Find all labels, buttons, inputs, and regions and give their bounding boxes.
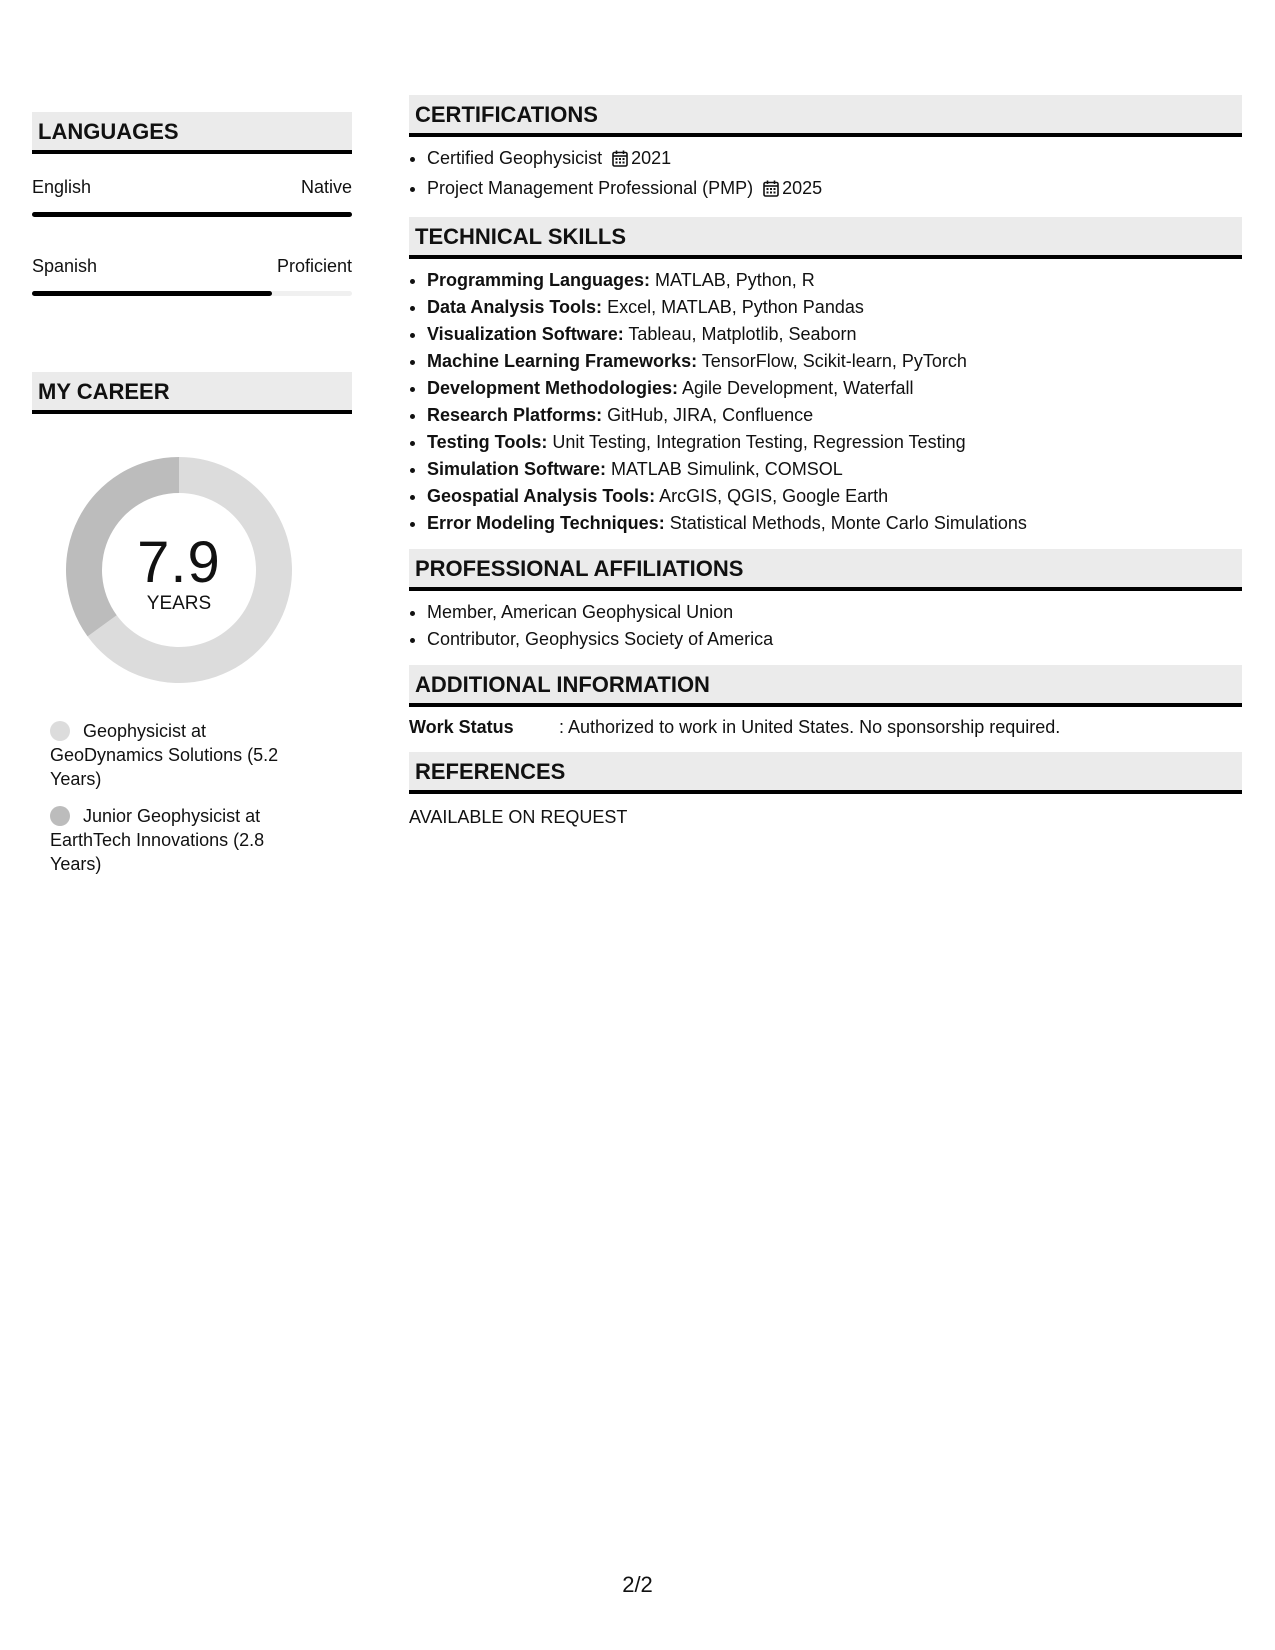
language-proficiency-bar [32,212,352,217]
skill-values: Excel, MATLAB, Python Pandas [607,297,864,317]
certification-year: 2025 [782,178,823,198]
career-donut-center [66,457,292,683]
career-legend-item [50,719,300,791]
certification-name: Project Management Professional (PMP) [427,178,754,198]
skill-item [427,402,1242,429]
certification-year: 2021 [631,148,672,168]
skill-values: ArcGIS, QGIS, Google Earth [659,486,889,506]
additional-info-heading: ADDITIONAL INFORMATION [409,665,1242,707]
skill-item [427,483,1242,510]
skill-values: GitHub, JIRA, Confluence [607,405,814,425]
language-item [32,176,352,217]
language-proficiency-fill [32,212,352,217]
career-donut-chart [66,457,292,683]
skill-values: MATLAB, Python, R [655,270,815,290]
skill-category: Geospatial Analysis Tools: [427,486,656,506]
technical-skills-heading: TECHNICAL SKILLS [409,217,1242,259]
language-row [32,176,352,198]
skill-item [427,321,1242,348]
language-row [32,255,352,277]
skill-category: Machine Learning Frameworks: [427,351,698,371]
affiliations-heading: PROFESSIONAL AFFILIATIONS [409,549,1242,591]
skill-category: Simulation Software: [427,459,607,479]
skill-category: Visualization Software: [427,324,624,344]
language-name: English [32,177,92,197]
career-legend-item [50,804,300,876]
skill-values: Statistical Methods, Monte Carlo Simulations [669,513,1027,533]
language-name: Spanish [32,256,98,276]
skill-category: Testing Tools: [427,432,548,452]
affiliation-item: • Member, American Geophysical Union [427,599,1242,626]
skill-item [427,510,1242,537]
languages-list [32,176,352,296]
skill-item [427,267,1242,294]
skill-category: Programming Languages: [427,270,651,290]
references-text: AVAILABLE ON REQUEST [409,807,628,827]
technical-skills-list [409,267,1242,537]
skill-item [427,294,1242,321]
calendar-icon [763,178,779,205]
career-legend [50,719,300,876]
career-total-years: 7.9 [137,530,221,595]
language-level: Native [300,177,352,197]
affiliation-item: • Contributor, Geophysics Society of America [427,626,1242,653]
legend-dot-icon [50,806,70,826]
career-legend-label: Geophysicist at GeoDynamics Solutions (5.2 Years) [50,721,279,789]
languages-heading: LANGUAGES [32,112,352,154]
certifications-heading: CERTIFICATIONS [409,95,1242,137]
skill-item [427,456,1242,483]
work-status-label: Work Status [409,717,514,737]
skill-item [427,348,1242,375]
skill-category: Research Platforms: [427,405,603,425]
legend-dot-icon [50,721,70,741]
skill-values: MATLAB Simulink, COMSOL [611,459,843,479]
skill-values: Tableau, Matplotlib, Seaborn [628,324,857,344]
left-column [32,112,352,889]
certification-item [427,175,1242,205]
skill-values: TensorFlow, Scikit-learn, PyTorch [701,351,967,371]
work-status-row [409,716,1242,738]
career-years-unit: YEARS [146,593,212,614]
calendar-icon [612,148,628,175]
skill-values: Unit Testing, Integration Testing, Regression Testing [552,432,966,452]
certifications-list [409,145,1242,205]
page-number: 2/2 [622,1572,653,1597]
right-column [409,95,1242,828]
affiliations-list [409,599,1242,653]
language-proficiency-fill [32,291,272,296]
skill-category: Data Analysis Tools: [427,297,603,317]
career-heading: MY CAREER [32,372,352,414]
skill-values: Agile Development, Waterfall [682,378,914,398]
career-legend-label: Junior Geophysicist at EarthTech Innovations (2.8 Years) [50,806,265,874]
certification-item [427,145,1242,175]
language-level: Proficient [276,256,352,276]
language-item [32,255,352,296]
certification-name: Certified Geophysicist [427,148,603,168]
skill-category: Error Modeling Techniques: [427,513,665,533]
skill-category: Development Methodologies: [427,378,679,398]
skill-item [427,429,1242,456]
language-proficiency-bar [32,291,352,296]
references-heading: REFERENCES [409,752,1242,794]
work-status-value: : Authorized to work in United States. No sponsorship required. [559,717,1061,737]
skill-item [427,375,1242,402]
